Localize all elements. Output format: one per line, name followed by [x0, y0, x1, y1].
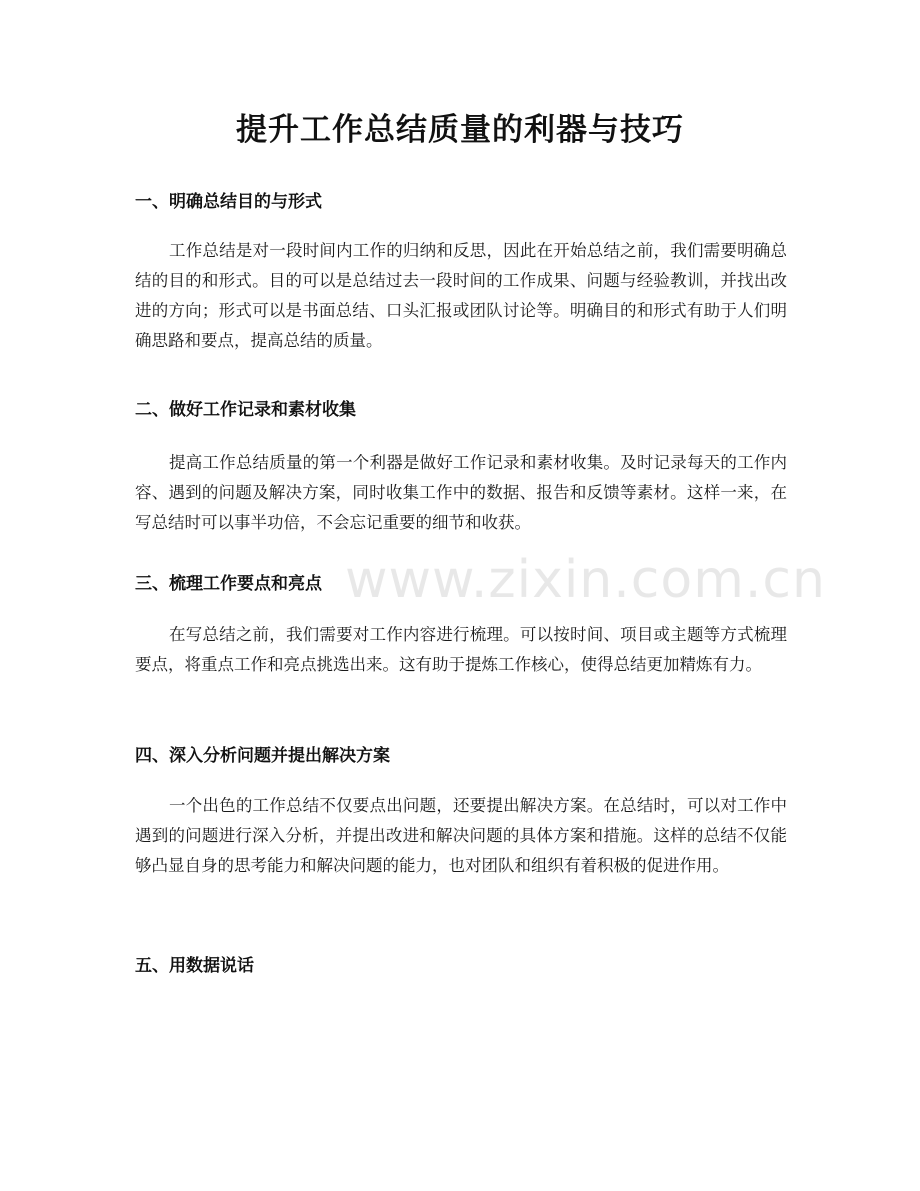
document-title: 提升工作总结质量的利器与技巧 — [236, 112, 684, 148]
section-heading-3: 三、梳理工作要点和亮点 — [135, 574, 322, 594]
section-paragraph-2: 提高工作总结质量的第一个利器是做好工作记录和素材收集。及时记录每天的工作内容、遇到的问题及解决方案，同时收集工作中的数据、报告和反馈等素材。这样一来，在写总结时可以事半功倍，不会忘记重要的细节和收获。 — [135, 453, 787, 532]
section-heading-5: 五、用数据说话 — [135, 956, 254, 976]
section-heading-4: 四、深入分析问题并提出解决方案 — [135, 746, 390, 766]
section-paragraph-3: 在写总结之前，我们需要对工作内容进行梳理。可以按时间、项目或主题等方式梳理要点，将重点工作和亮点挑选出来。这有助于提炼工作核心，使得总结更加精炼有力。 — [135, 625, 787, 674]
watermark-text: www.zixin.com.cn — [345, 550, 826, 610]
section-heading-1: 一、明确总结目的与形式 — [135, 192, 322, 212]
section-heading-2: 二、做好工作记录和素材收集 — [135, 400, 356, 420]
section-paragraph-4: 一个出色的工作总结不仅要点出问题，还要提出解决方案。在总结时，可以对工作中遇到的问题进行深入分析，并提出改进和解决问题的具体方案和措施。这样的总结不仅能够凸显自身的思考能力和解决问题的能力，也对团队和组织有着积极的促进作用。 — [135, 796, 787, 875]
section-paragraph-1: 工作总结是对一段时间内工作的归纳和反思，因此在开始总结之前，我们需要明确总结的目的和形式。目的可以是总结过去一段时间的工作成果、问题与经验教训，并找出改进的方向；形式可以是书面总结、口头汇报或团队讨论等。明确目的和形式有助于人们明确思路和要点，提高总结的质量。 — [135, 241, 787, 350]
